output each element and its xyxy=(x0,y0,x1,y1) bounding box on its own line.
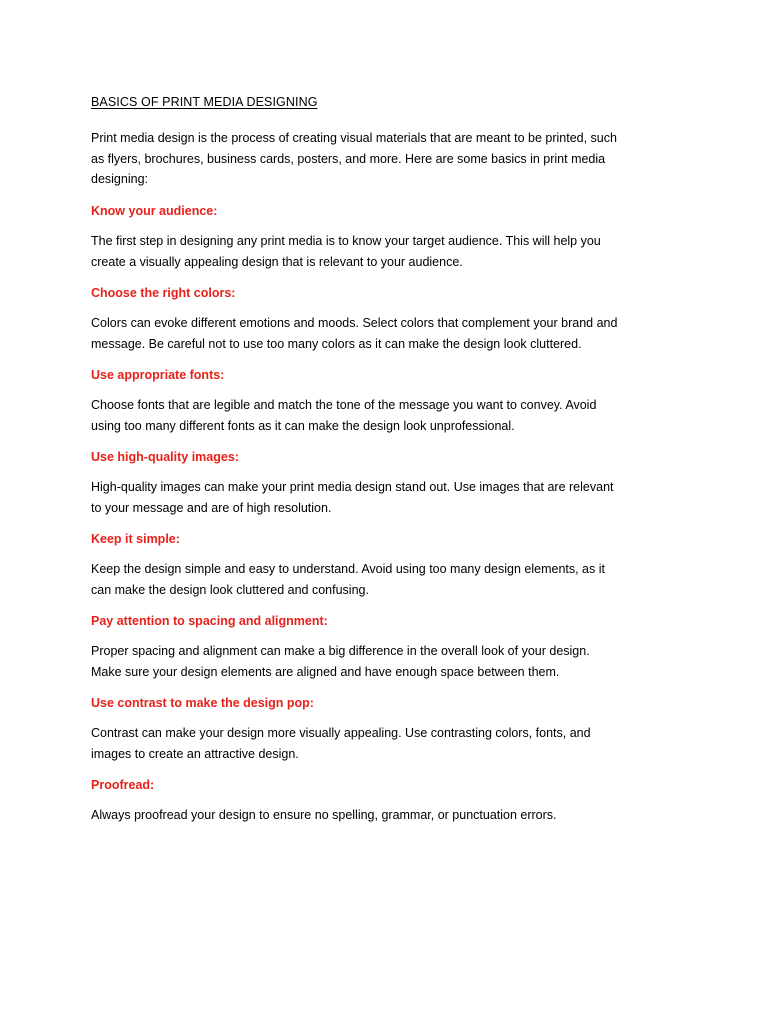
section-heading-choose-the-right-colors: Choose the right colors: xyxy=(91,286,236,300)
section-body-know-your-audience xyxy=(91,231,691,272)
section-heading-know-your-audience: Know your audience: xyxy=(91,204,218,218)
section-heading-proofread: Proofread: xyxy=(91,778,155,792)
section-body-choose-the-right-colors xyxy=(91,313,691,354)
body-line: The first step in designing any print media is to know your target audience. This will help you xyxy=(91,234,601,248)
body-line: create a visually appealing design that is relevant to your audience. xyxy=(91,254,463,269)
body-line: Colors can evoke different emotions and moods. Select colors that complement your brand and xyxy=(91,316,618,330)
intro-line: designing: xyxy=(91,172,148,186)
section-body-use-appropriate-fonts xyxy=(91,395,691,436)
body-line: using too many different fonts as it can make the design look unprofessional. xyxy=(91,418,515,433)
section-body-pay-attention-to-spacing xyxy=(91,641,691,682)
document-title: BASICS OF PRINT MEDIA DESIGNING xyxy=(91,95,318,109)
body-line: to your message and are of high resolution. xyxy=(91,500,332,515)
section-heading-use-contrast: Use contrast to make the design pop: xyxy=(91,696,314,710)
body-line: Always proofread your design to ensure no spelling, grammar, or punctuation errors. xyxy=(91,808,557,822)
section-body-proofread xyxy=(91,805,691,826)
intro-line: Print media design is the process of creating visual materials that are meant to be printed, such xyxy=(91,131,617,145)
body-line: Contrast can make your design more visually appealing. Use contrasting colors, fonts, and xyxy=(91,726,591,740)
section-body-use-high-quality-images xyxy=(91,477,691,518)
section-heading-use-high-quality-images: Use high-quality images: xyxy=(91,450,239,464)
body-line: Keep the design simple and easy to understand. Avoid using too many design elements, as it xyxy=(91,562,605,576)
section-body-keep-it-simple xyxy=(91,559,691,600)
body-line: images to create an attractive design. xyxy=(91,746,299,761)
body-line: can make the design look cluttered and confusing. xyxy=(91,582,369,597)
section-heading-keep-it-simple: Keep it simple: xyxy=(91,532,180,546)
body-line: Choose fonts that are legible and match the tone of the message you want to convey. Avoid xyxy=(91,398,597,412)
body-line: Proper spacing and alignment can make a big difference in the overall look of your design. xyxy=(91,644,590,658)
intro-paragraph xyxy=(91,128,691,190)
body-line: Make sure your design elements are aligned and have enough space between them. xyxy=(91,664,560,679)
body-line: High-quality images can make your print media design stand out. Use images that are relevant xyxy=(91,480,614,494)
section-heading-use-appropriate-fonts: Use appropriate fonts: xyxy=(91,368,225,382)
intro-line: as flyers, brochures, business cards, posters, and more. Here are some basics in print media xyxy=(91,151,606,166)
section-body-use-contrast xyxy=(91,723,691,764)
body-line: message. Be careful not to use too many colors as it can make the design look cluttered. xyxy=(91,336,582,351)
section-heading-pay-attention-to-spacing: Pay attention to spacing and alignment: xyxy=(91,614,328,628)
